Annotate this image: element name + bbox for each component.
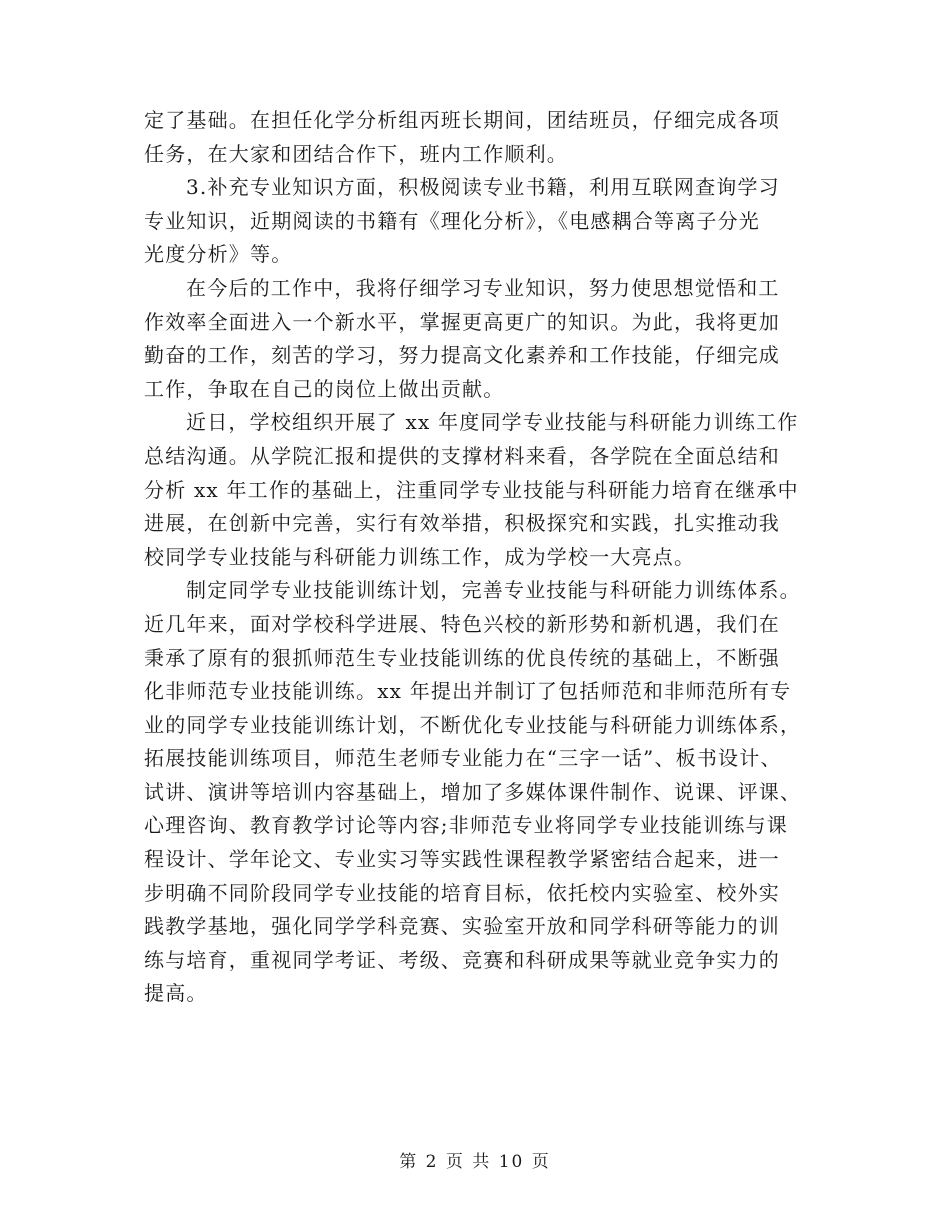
- paragraph: [144, 104, 816, 171]
- text-line: 勤奋的工作，刻苦的学习，努力提高文化素养和工作技能，仔细完成: [144, 343, 780, 368]
- text-line: 作效率全面进入一个新水平，掌握更高更广的知识。为此，我将更加: [144, 309, 780, 334]
- text-line: 3.补充专业知识方面，积极阅读专业书籍，利用互联网查询学习: [186, 175, 780, 200]
- text-line: 校同学专业技能与科研能力训练工作，成为学校一大亮点。: [144, 544, 696, 569]
- text-line: 心理咨询、教育教学讨论等内容;非师范专业将同学专业技能训练与课: [144, 813, 788, 838]
- text-line: 制定同学专业技能训练计划，完善专业技能与科研能力训练体系。: [186, 578, 801, 603]
- text-line: 总结沟通。从学院汇报和提供的支撑材料来看，各学院在全面总结和: [144, 443, 780, 468]
- text-line: 步明确不同阶段同学专业技能的培育目标，依托校内实验室、校外实: [144, 880, 780, 905]
- paragraph: [144, 574, 816, 1011]
- text-line: 程设计、学年论文、专业实习等实践性课程教学紧密结合起来，进一: [144, 847, 780, 872]
- text-line: 试讲、演讲等培训内容基础上，增加了多媒体课件制作、说课、评课、: [144, 779, 802, 804]
- paragraph: [144, 272, 816, 406]
- text-line: 光度分析》等。: [144, 242, 293, 267]
- text-line: 进展，在创新中完善，实行有效举措，积极探究和实践，扎实推动我: [144, 511, 780, 536]
- text-line: 在今后的工作中，我将仔细学习专业知识，努力使思想觉悟和工: [186, 275, 780, 300]
- text-line: 近几年来，面对学校科学进展、特色兴校的新形势和新机遇，我们在: [144, 611, 780, 636]
- paragraph: [144, 406, 816, 574]
- text-line: 业的同学专业技能训练计划，不断优化专业技能与科研能力训练体系，: [144, 712, 802, 737]
- text-line: 分析 xx 年工作的基础上，注重同学专业技能与科研能力培育在继承中: [144, 477, 799, 502]
- text-line: 定了基础。在担任化学分析组丙班长期间，团结班员，仔细完成各项: [144, 108, 780, 132]
- text-line: 拓展技能训练项目，师范生老师专业能力在“三字一话”、板书设计、: [144, 746, 782, 771]
- text-line: 化非师范专业技能训练。xx 年提出并制订了包括师范和非师范所有专: [144, 679, 792, 704]
- text-line: 任务，在大家和团结合作下，班内工作顺利。: [144, 141, 568, 166]
- paragraph: [144, 171, 816, 272]
- page-number: 第 2 页 共 10 页: [399, 1152, 551, 1172]
- text-line: 近日，学校组织开展了 xx 年度同学专业技能与科研能力训练工作: [186, 410, 799, 435]
- text-line: 练与培育，重视同学考证、考级、竞赛和科研成果等就业竞争实力的: [144, 947, 780, 972]
- document-body: [144, 104, 816, 1011]
- text-line: 秉承了原有的狠抓师范生专业技能训练的优良传统的基础上，不断强: [144, 645, 780, 670]
- text-line: 专业知识，近期阅读的书籍有《理化分析》，《电感耦合等离子分光: [144, 208, 760, 233]
- text-line: 工作，争取在自己的岗位上做出贡献。: [144, 376, 505, 401]
- text-line: 践教学基地，强化同学学科竞赛、实验室开放和同学科研等能力的训: [144, 914, 780, 939]
- text-line: 提高。: [144, 981, 208, 1006]
